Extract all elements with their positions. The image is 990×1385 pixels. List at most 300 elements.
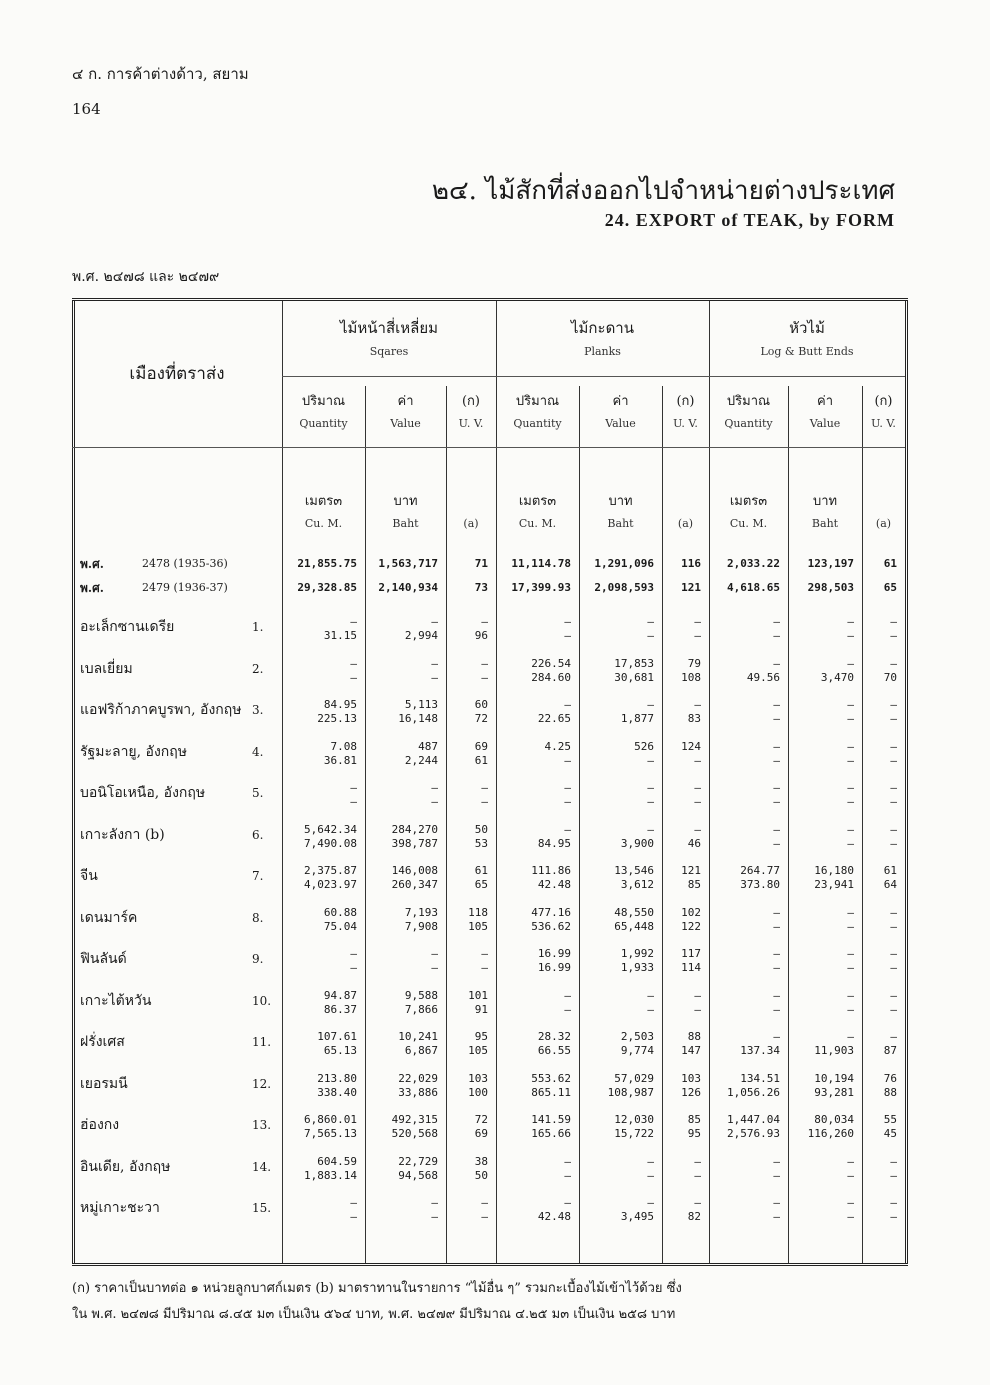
- table-cell-total: 21,855.75: [297, 557, 357, 570]
- table-cell-2478: 492,315: [391, 1113, 438, 1126]
- teak-export-table: [72, 298, 908, 1266]
- table-cell-2479: 65: [474, 878, 488, 891]
- table-cell-2479: –: [647, 1168, 654, 1182]
- table-cell-2479: –: [773, 629, 780, 642]
- table-cell-2478: 13,546: [614, 864, 654, 877]
- table-cell-total: 1,563,717: [378, 557, 438, 570]
- table-cell-2478: –: [890, 781, 897, 794]
- column-header-english: Quantity: [724, 417, 773, 430]
- table-cell-2479: –: [564, 753, 571, 767]
- table-cell-2478: –: [350, 1196, 357, 1209]
- row-number: 9.: [252, 952, 264, 966]
- table-cell-2478: 5,642.34: [304, 822, 357, 836]
- table-cell-2478: 10,241: [398, 1030, 438, 1043]
- table-cell-2478: –: [773, 656, 780, 670]
- table-cell-2478: –: [431, 656, 438, 670]
- table-cell-2479: 3,612: [620, 878, 654, 891]
- destination-name: อินเดีย, อังกฤษ: [80, 1158, 171, 1175]
- table-cell-2479: 70: [883, 670, 897, 684]
- destination-name: ฝรั่งเศส: [80, 1034, 125, 1050]
- total-row-year: 2478 (1935-36): [142, 557, 228, 570]
- table-cell-2478: –: [847, 656, 854, 670]
- table-cell-2478: 57,029: [614, 1071, 654, 1085]
- table-cell-2479: 3,495: [620, 1210, 654, 1223]
- table-cell-2478: –: [647, 1196, 654, 1209]
- table-cell-2479: –: [564, 629, 571, 642]
- table-cell-2478: –: [773, 822, 780, 836]
- table-cell-2478: –: [773, 947, 780, 960]
- table-cell-2479: 85: [687, 878, 701, 891]
- table-cell-2478: 117: [681, 947, 701, 960]
- column-header-thai: (ก): [874, 394, 893, 409]
- row-number: 7.: [252, 869, 264, 883]
- table-cell-2478: 22,729: [398, 1154, 438, 1168]
- table-cell-2479: 520,568: [391, 1127, 438, 1140]
- table-cell-total: 298,503: [807, 581, 854, 594]
- table-cell-2478: –: [647, 698, 654, 711]
- table-cell-2478: –: [890, 947, 897, 960]
- table-cell-2479: 66.55: [537, 1044, 571, 1057]
- unit-english: (a): [875, 517, 892, 530]
- table-cell-2479: 2,244: [404, 753, 438, 767]
- table-cell-2478: 264.77: [740, 864, 780, 877]
- unit-english: Baht: [392, 517, 419, 530]
- table-cell-2479: 260,347: [391, 878, 438, 891]
- table-cell-2478: 12,030: [614, 1113, 654, 1126]
- table-cell-2478: 103: [468, 1071, 488, 1085]
- column-header-english: Value: [390, 417, 421, 430]
- table-cell-2478: 69: [474, 739, 488, 753]
- table-cell-2479: –: [773, 753, 780, 767]
- table-cell-2478: –: [847, 1030, 854, 1043]
- table-cell-2478: 28.32: [537, 1030, 571, 1043]
- table-cell-2478: 134.51: [740, 1071, 780, 1085]
- table-cell-2479: –: [847, 919, 854, 933]
- table-cell-2479: 95: [687, 1127, 701, 1140]
- table-cell-2479: –: [350, 795, 357, 808]
- table-cell-2479: 100: [468, 1085, 488, 1099]
- table-cell-2478: 38: [474, 1154, 488, 1168]
- table-cell-2479: –: [847, 1002, 854, 1016]
- table-cell-total: 2,033.22: [727, 557, 780, 570]
- running-header: ๔ ก. การค้าต่างด้าว, สยาม: [72, 65, 249, 83]
- table-cell-2479: 3,470: [820, 670, 854, 684]
- table-cell-2479: 86.37: [323, 1002, 357, 1016]
- table-cell-2479: 65.13: [323, 1044, 357, 1057]
- table-cell-2478: –: [847, 615, 854, 628]
- table-cell-2479: 88: [883, 1085, 897, 1099]
- destination-name: เดนมาร์ค: [80, 909, 138, 926]
- table-cell-2479: 165.66: [531, 1127, 571, 1140]
- table-cell-2479: 33,886: [398, 1085, 438, 1099]
- table-cell-2479: –: [890, 629, 897, 642]
- table-cell-2479: 50: [474, 1168, 488, 1182]
- table-cell-2479: 284.60: [531, 670, 571, 684]
- table-cell-2478: 48,550: [614, 905, 654, 919]
- unit-english: Baht: [607, 517, 634, 530]
- table-cell-2479: 122: [681, 919, 701, 933]
- total-row-year: 2479 (1936-37): [142, 581, 228, 594]
- table-cell-2478: 6,860.01: [304, 1113, 357, 1126]
- table-cell-2479: –: [431, 795, 438, 808]
- table-cell-2479: –: [890, 1168, 897, 1182]
- table-cell-2479: 7,490.08: [304, 836, 357, 850]
- table-cell-2479: –: [647, 1002, 654, 1016]
- table-cell-total: 65: [883, 581, 897, 594]
- group-header-english: Sqares: [369, 345, 409, 358]
- table-cell-2479: 42.48: [537, 1210, 571, 1223]
- table-cell-2479: 1,883.14: [304, 1168, 357, 1182]
- table-cell-2478: 16,180: [814, 864, 854, 877]
- table-cell-2479: 105: [468, 1044, 488, 1057]
- table-cell-2478: –: [847, 988, 854, 1002]
- table-cell-2478: 5,113: [404, 698, 438, 711]
- table-cell-2478: –: [564, 698, 571, 711]
- table-cell-2478: 79: [687, 656, 701, 670]
- table-cell-2479: –: [773, 1002, 780, 1016]
- column-header-english: Value: [809, 417, 841, 430]
- table-cell-2479: 338.40: [317, 1085, 357, 1099]
- table-cell-2479: 114: [681, 961, 701, 974]
- table-cell-2479: 3,900: [620, 836, 654, 850]
- row-number: 11.: [252, 1035, 272, 1049]
- table-cell-2478: 10,194: [814, 1071, 854, 1085]
- unit-english: Baht: [811, 517, 839, 530]
- table-cell-2479: –: [431, 961, 438, 974]
- table-cell-2478: 80,034: [814, 1113, 854, 1126]
- table-cell-2478: 4.25: [544, 739, 571, 753]
- table-cell-2479: 22.65: [537, 712, 571, 725]
- table-cell-2478: 226.54: [531, 656, 571, 670]
- row-number: 12.: [252, 1076, 272, 1091]
- table-cell-2478: –: [773, 739, 780, 753]
- row-number: 5.: [252, 786, 264, 800]
- destination-header: เมืองที่ตราส่ง: [129, 364, 225, 384]
- table-cell-2479: 69: [474, 1127, 488, 1140]
- group-header-english: Log & Butt Ends: [760, 345, 854, 358]
- table-cell-2479: 398,787: [391, 836, 438, 850]
- table-cell-2478: –: [481, 615, 488, 628]
- table-cell-2478: –: [647, 988, 654, 1002]
- unit-thai: เมตร๓: [729, 494, 768, 509]
- table-cell-2478: –: [773, 905, 780, 919]
- table-cell-2478: –: [694, 1154, 701, 1168]
- table-cell-2479: 1,933: [620, 961, 654, 974]
- column-header-thai: (ก): [461, 394, 480, 409]
- table-cell-total: 2,098,593: [594, 581, 654, 594]
- table-cell-2478: –: [773, 1196, 780, 1209]
- table-cell-2479: –: [773, 795, 780, 808]
- table-cell-2478: –: [694, 988, 701, 1002]
- table-cell-2478: –: [350, 656, 357, 670]
- table-cell-2478: –: [773, 1030, 780, 1043]
- table-cell-2479: 82: [687, 1210, 701, 1223]
- table-cell-2478: –: [773, 698, 780, 711]
- table-cell-2478: –: [481, 947, 488, 960]
- table-cell-2478: –: [481, 781, 488, 794]
- destination-name: เยอรมนี: [80, 1075, 128, 1092]
- table-cell-2478: –: [847, 822, 854, 836]
- unit-thai: บาท: [393, 494, 418, 509]
- table-cell-2479: –: [773, 712, 780, 725]
- table-cell-2479: –: [847, 961, 854, 974]
- table-cell-2478: –: [694, 615, 701, 628]
- table-cell-2478: –: [647, 822, 654, 836]
- table-cell-2478: 60.88: [323, 905, 357, 919]
- table-cell-2478: 111.86: [531, 864, 571, 877]
- table-cell-2478: –: [890, 988, 897, 1002]
- table-cell-2478: –: [890, 905, 897, 919]
- destination-name: รัฐมะลายู, อังกฤษ: [80, 743, 187, 760]
- table-cell-2478: –: [647, 781, 654, 794]
- table-cell-2479: –: [694, 629, 701, 642]
- row-number: 6.: [252, 827, 264, 842]
- table-cell-2478: –: [773, 781, 780, 794]
- table-cell-2479: –: [647, 753, 654, 767]
- table-cell-2478: 107.61: [317, 1030, 357, 1043]
- table-cell-2479: 83: [687, 712, 701, 725]
- table-cell-2479: 23,941: [814, 878, 854, 891]
- column-header-thai: ค่า: [612, 394, 629, 409]
- total-row-label: พ.ศ.: [80, 557, 104, 571]
- table-cell-2479: –: [564, 795, 571, 808]
- table-cell-2478: –: [847, 698, 854, 711]
- table-cell-2478: 284,270: [391, 822, 438, 836]
- table-cell-2479: –: [481, 795, 488, 808]
- table-cell-2479: 61: [474, 753, 488, 767]
- table-cell-2479: 225.13: [317, 712, 357, 725]
- table-cell-2478: 213.80: [317, 1071, 357, 1085]
- table-cell-2479: 7,908: [404, 919, 438, 933]
- column-header-english: U. V.: [458, 417, 484, 430]
- row-number: 10.: [252, 993, 272, 1008]
- table-cell-2478: –: [694, 698, 701, 711]
- table-cell-2479: 536.62: [531, 919, 571, 933]
- table-cell-2478: 118: [468, 905, 488, 919]
- table-cell-2478: 7.08: [330, 739, 357, 753]
- table-cell-2478: 103: [681, 1071, 701, 1085]
- table-cell-2479: 108: [681, 670, 701, 684]
- table-cell-2478: –: [564, 1196, 571, 1209]
- column-header-english: U. V.: [871, 417, 896, 430]
- unit-english: Cu. M.: [304, 517, 343, 530]
- unit-english: Cu. M.: [518, 517, 557, 530]
- table-cell-2479: –: [350, 961, 357, 974]
- table-cell-2478: 85: [687, 1113, 701, 1126]
- table-cell-2479: –: [847, 753, 854, 767]
- table-cell-2478: –: [890, 615, 897, 628]
- table-cell-2478: –: [431, 615, 438, 628]
- table-cell-2479: 53: [474, 836, 488, 850]
- table-cell-2479: –: [890, 919, 897, 933]
- table-cell-2479: –: [481, 670, 488, 684]
- table-cell-2478: 1,992: [620, 947, 654, 960]
- table-cell-2478: 55: [883, 1113, 897, 1126]
- table-cell-2479: 11,903: [814, 1044, 854, 1057]
- table-cell-2478: –: [847, 1196, 854, 1209]
- table-title-thai: ๒๔. ไม้สักที่ส่งออกไปจำหน่ายต่างประเทศ: [431, 176, 895, 206]
- table-cell-2478: –: [890, 1196, 897, 1209]
- table-cell-2479: 93,281: [814, 1085, 854, 1099]
- table-cell-2478: –: [647, 1154, 654, 1168]
- unit-english: (a): [463, 517, 479, 530]
- table-cell-2478: 101: [468, 988, 488, 1002]
- table-cell-2478: 7,193: [404, 905, 438, 919]
- table-cell-2479: 49.56: [746, 670, 780, 684]
- table-cell-2479: –: [350, 1210, 357, 1223]
- table-cell-2479: –: [773, 836, 780, 850]
- table-cell-2478: 17,853: [614, 656, 654, 670]
- table-cell-2479: 147: [681, 1044, 701, 1057]
- table-cell-2479: –: [647, 629, 654, 642]
- table-cell-2479: 72: [474, 712, 488, 725]
- table-cell-total: 4,618.65: [727, 581, 780, 594]
- column-header-thai: ปริมาณ: [515, 394, 560, 409]
- table-cell-2478: 95: [474, 1030, 488, 1043]
- table-cell-2478: –: [773, 615, 780, 628]
- destination-name: จีน: [80, 868, 98, 884]
- table-cell-2478: –: [847, 1154, 854, 1168]
- table-cell-2478: –: [890, 698, 897, 711]
- table-cell-2478: –: [773, 1154, 780, 1168]
- table-cell-2478: –: [431, 947, 438, 960]
- table-cell-2478: –: [564, 615, 571, 628]
- table-cell-2479: –: [847, 1168, 854, 1182]
- table-cell-2478: –: [890, 1030, 897, 1043]
- table-cell-2478: 2,503: [620, 1030, 654, 1043]
- table-cell-2478: –: [564, 988, 571, 1002]
- table-cell-2479: 94,568: [398, 1168, 438, 1182]
- row-number: 3.: [252, 703, 264, 717]
- table-cell-2478: 50: [474, 822, 488, 836]
- table-cell-2478: –: [694, 822, 701, 836]
- table-cell-2478: –: [694, 781, 701, 794]
- table-cell-2478: 16.99: [537, 947, 571, 960]
- column-header-english: Value: [605, 417, 636, 430]
- table-cell-2478: –: [350, 781, 357, 794]
- destination-name: ฟินลันด์: [80, 951, 127, 967]
- table-cell-2479: –: [890, 1002, 897, 1016]
- table-cell-2478: –: [647, 615, 654, 628]
- table-cell-2479: 36.81: [323, 753, 357, 767]
- table-cell-2479: 16,148: [398, 712, 438, 725]
- table-cell-2478: 553.62: [531, 1071, 571, 1085]
- destination-name: อะเล็กซานเดรีย: [80, 619, 175, 635]
- table-cell-2478: –: [890, 822, 897, 836]
- destination-name: เบลเยี่ยม: [80, 660, 133, 677]
- row-number: 2.: [252, 661, 264, 676]
- table-cell-2479: 84.95: [537, 836, 571, 850]
- unit-english: Cu. M.: [729, 517, 768, 530]
- unit-thai: เมตร๓: [304, 494, 343, 509]
- column-header-thai: ค่า: [397, 394, 414, 409]
- table-cell-2479: 42.48: [537, 878, 571, 891]
- row-number: 8.: [252, 910, 264, 925]
- table-cell-total: 121: [681, 581, 701, 594]
- table-cell-2479: –: [694, 1168, 701, 1182]
- table-cell-2479: 87: [883, 1044, 897, 1057]
- table-cell-2478: 60: [474, 698, 488, 711]
- row-number: 14.: [252, 1159, 272, 1174]
- destination-name: เกาะลังกา (b): [80, 826, 165, 843]
- table-cell-total: 29,328.85: [297, 581, 357, 594]
- table-cell-2479: –: [647, 795, 654, 808]
- table-cell-2479: –: [847, 629, 854, 642]
- table-cell-2479: 4,023.97: [304, 878, 357, 891]
- table-cell-2479: –: [564, 1002, 571, 1016]
- unit-thai: บาท: [608, 494, 633, 509]
- table-cell-2478: –: [847, 905, 854, 919]
- table-cell-2478: –: [890, 739, 897, 753]
- table-cell-2478: 84.95: [323, 698, 357, 711]
- years-label: พ.ศ. ๒๔๗๘ และ ๒๔๗๙: [72, 269, 220, 285]
- table-cell-2479: 7,866: [404, 1002, 438, 1016]
- unit-thai: บาท: [812, 494, 838, 509]
- table-cell-2478: 477.16: [531, 905, 571, 919]
- footnote-line-2: ใน พ.ศ. ๒๔๗๘ มีปริมาณ ๘.๔๕ ม๓ เป็นเงิน ๕๖๔ บาท, พ.ศ. ๒๔๗๙ มีปริมาณ ๔.๒๕ ม๓ เป็นเงิน ๒๕๘ บาท: [72, 1307, 676, 1322]
- table-cell-2479: –: [481, 961, 488, 974]
- destination-name: แอฟริก้าภาคบูรพา, อังกฤษ: [80, 702, 242, 718]
- footnote-line-1: (ก) ราคาเป็นบาทต่อ ๑ หน่วยลูกบาศก์เมตร (b) มาตราทานในรายการ “ไม้อื่น ๆ” รวมกะเบื้องไม้เข้าไว้ด้วย ซึ่ง: [72, 1281, 682, 1296]
- table-cell-2478: –: [847, 739, 854, 753]
- table-cell-total: 1,291,096: [594, 557, 654, 570]
- table-cell-2479: 116,260: [807, 1127, 854, 1140]
- table-cell-2478: 124: [681, 739, 701, 753]
- table-cell-2479: 137.34: [740, 1044, 780, 1057]
- destination-name: บอนิโอเหนือ, อังกฤษ: [80, 785, 206, 801]
- table-cell-2479: 16.99: [537, 961, 571, 974]
- table-cell-2479: 65,448: [614, 919, 654, 933]
- table-cell-2479: 15,722: [614, 1127, 654, 1140]
- table-title-english: 24. EXPORT of TEAK, by FORM: [604, 210, 895, 230]
- table-cell-2478: –: [694, 1196, 701, 1209]
- column-header-thai: ปริมาณ: [301, 394, 346, 409]
- destination-name: หมู่เกาะชะวา: [80, 1200, 160, 1216]
- table-cell-2479: 91: [474, 1002, 488, 1016]
- table-cell-2478: –: [564, 1154, 571, 1168]
- table-cell-2479: 373.80: [740, 878, 780, 891]
- table-cell-2479: –: [431, 1210, 438, 1223]
- table-cell-2478: 61: [883, 864, 897, 877]
- column-header-english: U. V.: [673, 417, 698, 430]
- row-number: 13.: [252, 1118, 272, 1132]
- table-cell-2478: 88: [687, 1030, 701, 1043]
- table-cell-2478: 1,447.04: [727, 1113, 780, 1126]
- table-cell-total: 11,114.78: [511, 557, 571, 570]
- table-cell-2478: –: [350, 947, 357, 960]
- group-header-thai: ไม้กะดาน: [571, 319, 634, 337]
- table-cell-2479: 30,681: [614, 670, 654, 684]
- table-cell-2478: –: [431, 1196, 438, 1209]
- table-cell-2478: –: [481, 1196, 488, 1209]
- row-number: 15.: [252, 1201, 272, 1215]
- table-cell-2479: –: [564, 1168, 571, 1182]
- table-cell-2479: –: [694, 1002, 701, 1016]
- table-cell-2478: –: [773, 988, 780, 1002]
- table-cell-2479: 9,774: [620, 1044, 654, 1057]
- table-cell-2478: 146,008: [391, 864, 438, 877]
- table-cell-2479: 75.04: [323, 919, 357, 933]
- group-header-thai: หัวไม้: [789, 319, 825, 337]
- table-cell-total: 123,197: [807, 557, 854, 570]
- table-cell-2478: –: [847, 781, 854, 794]
- table-cell-2479: 46: [687, 836, 701, 850]
- table-cell-2479: –: [890, 712, 897, 725]
- table-cell-2479: –: [773, 919, 780, 933]
- table-cell-2478: 526: [634, 739, 654, 753]
- table-cell-2479: 7,565.13: [304, 1127, 357, 1140]
- table-cell-2478: 604.59: [317, 1154, 357, 1168]
